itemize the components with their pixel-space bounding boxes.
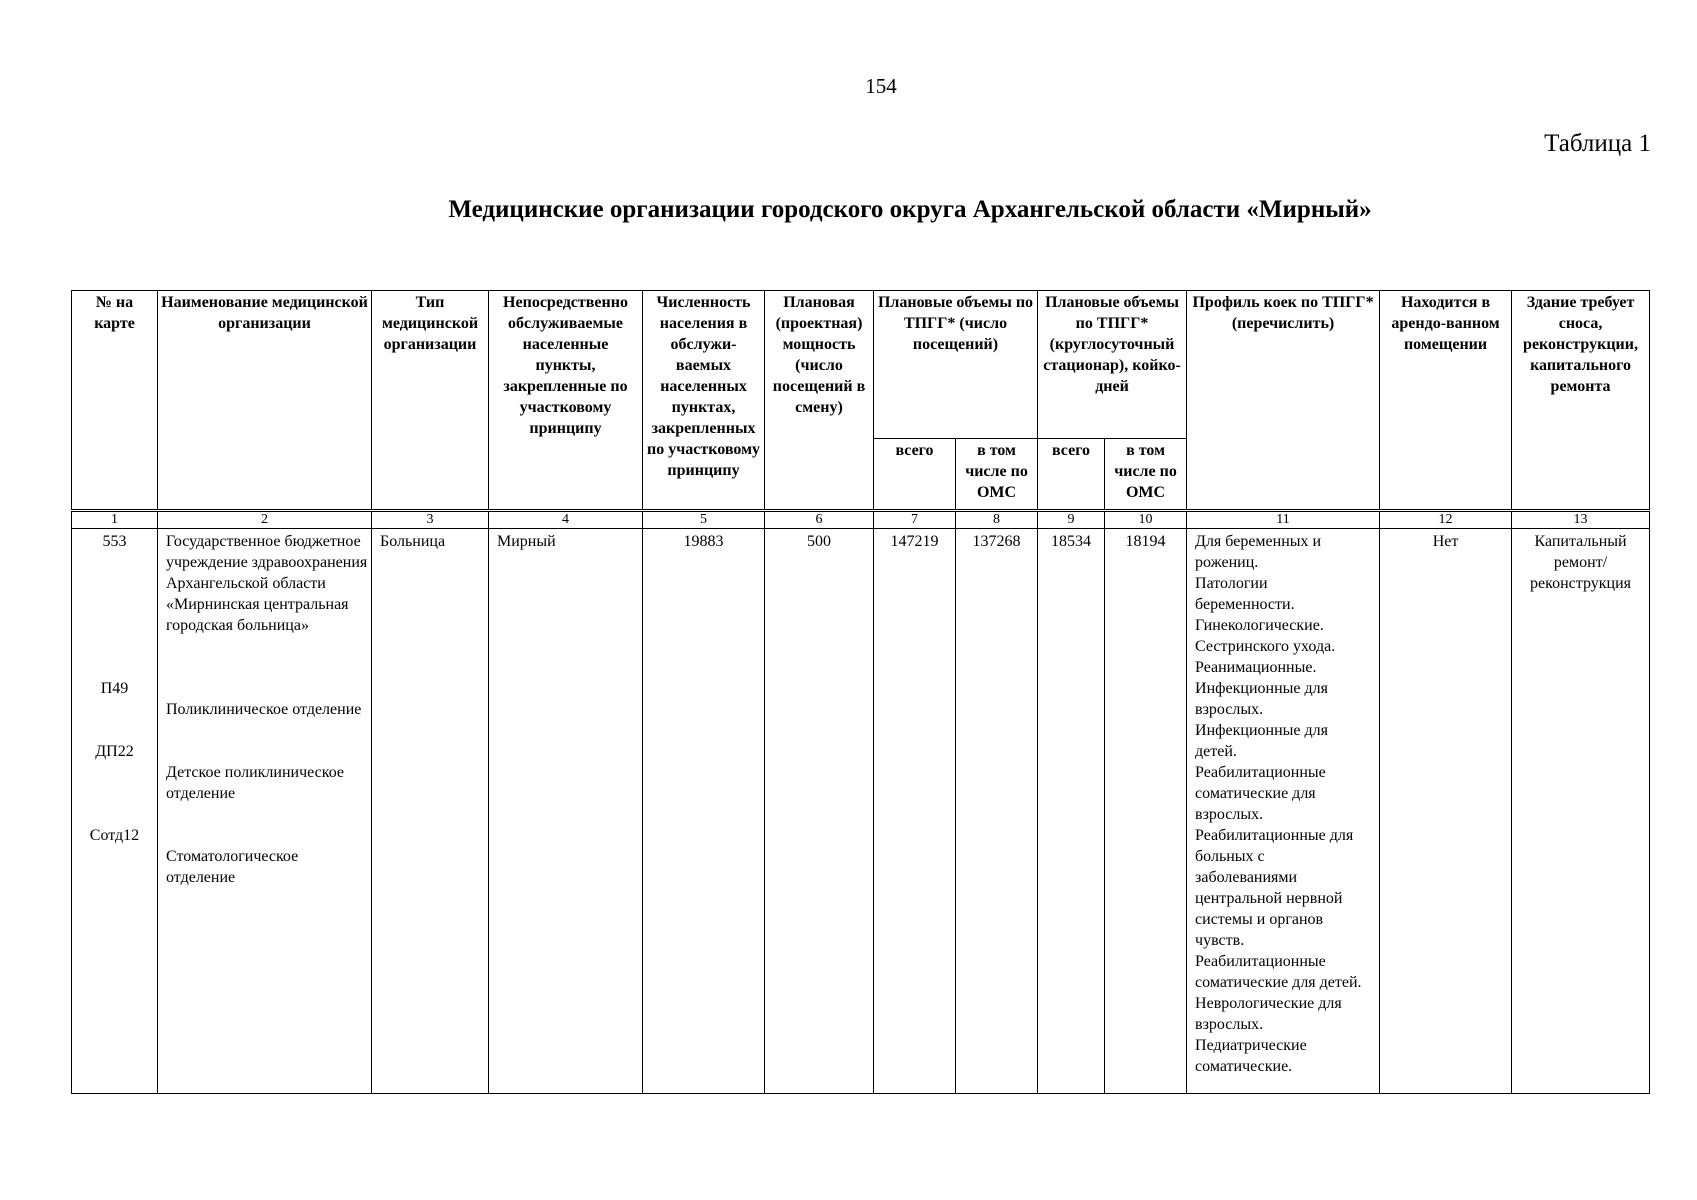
page-number: 154 xyxy=(865,74,897,98)
visits-total: 147219 xyxy=(874,529,956,1094)
header-capacity: Плановая (проектная) мощность (число посещений в смену) xyxy=(765,291,874,511)
bed-profile: Инфекционные для детей. xyxy=(1195,722,1328,760)
bed-profile: Неврологические для взрослых. xyxy=(1195,995,1342,1033)
bed-profile: Педиатрические соматические. xyxy=(1195,1037,1307,1075)
column-number: 11 xyxy=(1187,511,1380,529)
header-map-number: № на карте xyxy=(72,291,158,511)
visits-oms: 137268 xyxy=(956,529,1038,1094)
column-number: 4 xyxy=(489,511,643,529)
column-number: 8 xyxy=(956,511,1038,529)
org-name: Стоматологическое отделение xyxy=(166,848,299,886)
map-number: ДП22 xyxy=(95,743,134,760)
bed-profile: Реабилитационные для больных с заболеваниями центральной нервной системы и органов чувств. xyxy=(1195,827,1354,949)
column-number: 5 xyxy=(643,511,765,529)
org-name: Государственное бюджетное учреждение здравоохранения Архангельской области «Мирнинская центральная городская больница» xyxy=(166,533,368,634)
population: 19883 xyxy=(643,529,765,1094)
column-number: 12 xyxy=(1380,511,1512,529)
bed-profile: Гинекологические. xyxy=(1195,617,1324,634)
column-number: 9 xyxy=(1038,511,1105,529)
table-label: Таблица 1 xyxy=(1544,130,1651,157)
header-visits-group: Плановые объемы по ТПГГ* (число посещений) xyxy=(874,291,1038,439)
map-number: 553 xyxy=(102,533,127,550)
column-number: 3 xyxy=(372,511,489,529)
org-name: Детское поликлиническое отделение xyxy=(166,764,345,802)
bed-profile: Реанимационные. xyxy=(1195,659,1317,676)
column-number: 7 xyxy=(874,511,956,529)
org-type: Больница xyxy=(372,529,489,1094)
header-bed-days-total: всего xyxy=(1038,439,1105,511)
map-number-cell xyxy=(72,529,158,1094)
organizations-table xyxy=(71,290,1650,1094)
header-population: Численность населения в обслужи-ваемых населенных пунктах, закрепленных по участковому принципу xyxy=(643,291,765,511)
bed-profile: Реабилитационные соматические для взрослых. xyxy=(1195,764,1326,823)
header-settlements: Непосредственно обслуживаемые населенные пункты, закрепленные по участковому принципу xyxy=(489,291,643,511)
bed-profile: Для беременных и рожениц. xyxy=(1195,533,1322,571)
bed-profile: Инфекционные для взрослых. xyxy=(1195,680,1328,718)
header-bed-profiles: Профиль коек по ТПГГ* (перечислить) xyxy=(1187,291,1380,511)
map-number: П49 xyxy=(100,680,129,697)
table-row xyxy=(72,529,1650,1094)
column-number: 13 xyxy=(1512,511,1650,529)
org-name-cell xyxy=(158,529,372,1094)
column-number: 2 xyxy=(158,511,372,529)
column-number: 10 xyxy=(1105,511,1187,529)
org-name: Поликлиническое отделение xyxy=(166,701,362,718)
rented: Нет xyxy=(1380,529,1512,1094)
header-visits-total: всего xyxy=(874,439,956,511)
bed-profiles-cell xyxy=(1187,529,1380,1094)
map-number: Сотд12 xyxy=(89,827,140,844)
header-building-status: Здание требует сноса, реконструкции, капитального ремонта xyxy=(1512,291,1650,511)
header-bed-days-oms: в том числе по ОМС xyxy=(1105,439,1187,511)
column-number: 6 xyxy=(765,511,874,529)
organizations-table-wrap xyxy=(71,290,1650,1094)
header-org-name: Наименование медицинской организации xyxy=(158,291,372,511)
header-rented: Находится в арендо-ванном помещении xyxy=(1380,291,1512,511)
bed-profile: Патологии беременности. xyxy=(1195,575,1295,613)
capacity: 500 xyxy=(765,529,874,1094)
bed-days-total: 18534 xyxy=(1038,529,1105,1094)
header-org-type: Тип медицинской организации xyxy=(372,291,489,511)
bed-profile: Сестринского ухода. xyxy=(1195,638,1336,655)
document-title: Медицинские организации городского округа Архангельской области «Мирный» xyxy=(448,196,1372,223)
header-bed-days-group: Плановые объемы по ТПГГ* (круглосуточный стационар), койко-дней xyxy=(1038,291,1187,439)
building-status: Капитальный ремонт/ реконструкция xyxy=(1512,529,1650,1094)
bed-profile: Реабилитационные соматические для детей. xyxy=(1195,953,1362,991)
bed-days-oms: 18194 xyxy=(1105,529,1187,1094)
column-number: 1 xyxy=(72,511,158,529)
header-visits-oms: в том числе по ОМС xyxy=(956,439,1038,511)
column-number-row xyxy=(72,511,1650,529)
settlements: Мирный xyxy=(489,529,643,1094)
